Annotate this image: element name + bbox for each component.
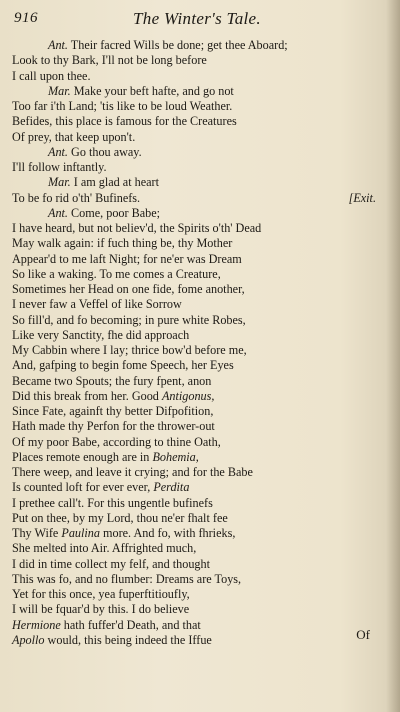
verse-line <box>12 602 380 617</box>
verse-line <box>12 38 380 53</box>
line-text: Put on thee, by my Lord, thou ne'er fhalt fee <box>12 510 228 525</box>
line-text: I'll follow inftantly. <box>12 160 107 174</box>
italic-name: Antigonus, <box>161 388 215 403</box>
line-text: Their facred Wills be done; get thee Aboard; <box>67 38 288 52</box>
verse-line <box>12 84 380 99</box>
verse-line <box>12 297 380 312</box>
stage-direction: [Exit. <box>348 190 376 205</box>
line-text: more. And fo, with fhrieks, <box>99 526 236 540</box>
verse-line <box>12 267 380 282</box>
verse-line <box>12 358 380 373</box>
verse-line <box>12 404 380 419</box>
line-text: So like a waking. To me comes a Creature, <box>12 266 221 281</box>
verse-line <box>12 282 380 297</box>
italic-name: Apollo <box>12 632 45 647</box>
verse-line <box>12 511 380 526</box>
line-text: Of prey, that keep upon't. <box>12 129 136 144</box>
line-text: Thy Wife <box>12 526 62 540</box>
speaker-name: Mar. <box>48 175 71 190</box>
verse-line <box>12 450 380 465</box>
line-text: Look to thy Bark, I'll not be long before <box>12 53 207 68</box>
verse-line <box>12 145 380 160</box>
verse-line <box>12 618 380 633</box>
line-text: Became two Spouts; the fury fpent, anon <box>12 373 212 388</box>
italic-name: Paulina <box>61 526 100 540</box>
verse-line <box>12 465 380 480</box>
line-text: Sometimes her Head on one fide, fome another, <box>12 282 245 296</box>
verse-line <box>12 130 380 145</box>
verse-line <box>12 69 380 84</box>
running-title: The Winter's Tale. <box>133 9 261 28</box>
line-text: I did in time collect my felf, and thought <box>12 556 210 571</box>
line-text: She melted into Air. Affrighted much, <box>12 541 197 556</box>
line-text: And, gafping to begin fome Speech, her Eyes <box>12 358 234 373</box>
verse-line <box>12 221 380 236</box>
line-text: Hath made thy Perfon for the thrower-out <box>12 419 215 434</box>
verse-line <box>12 252 380 267</box>
verse-line <box>12 633 380 648</box>
speaker-name: Mar. <box>48 83 71 98</box>
verse-line <box>12 343 380 358</box>
line-text: Come, poor Babe; <box>67 205 161 220</box>
verse-line <box>12 587 380 602</box>
line-text: Is counted loft for ever ever, <box>12 480 154 495</box>
line-text: I prethee call't. For this ungentle bufinefs <box>12 495 213 510</box>
italic-name: Bohemia, <box>152 449 199 464</box>
line-text: Too far i'th Land; 'tis like to be loud Weather. <box>12 99 233 113</box>
line-text: Go thou away. <box>67 144 142 159</box>
line-text: would, this being indeed the Iffue <box>44 632 212 647</box>
line-text: I never faw a Veffel of like Sorrow <box>12 297 182 312</box>
page-header <box>14 6 380 30</box>
verse-line <box>12 99 380 114</box>
verse-line <box>12 191 380 206</box>
verse-line <box>12 526 380 541</box>
verse-line <box>12 541 380 556</box>
verse-line <box>12 572 380 587</box>
line-text: Make your beft hafte, and go not <box>70 83 234 98</box>
verse-line <box>12 328 380 343</box>
verse-line <box>12 236 380 251</box>
page-edge-shadow <box>386 0 400 712</box>
line-text: This was fo, and no flumber: Dreams are Toys, <box>12 571 242 586</box>
line-text: Of my poor Babe, according to thine Oath, <box>12 434 221 449</box>
line-text: I call upon thee. <box>12 68 91 83</box>
italic-name: Perdita <box>153 480 190 495</box>
line-text: Yet for this once, yea fuperftitioufly, <box>12 587 190 601</box>
speaker-name: Ant. <box>48 144 68 159</box>
line-text: I will be fquar'd by this. I do believe <box>12 602 190 617</box>
verse-line <box>12 389 380 404</box>
verse-line <box>12 419 380 434</box>
verse-line <box>12 206 380 221</box>
page-number: 916 <box>14 10 38 26</box>
verse-line <box>12 160 380 175</box>
verse-line <box>12 435 380 450</box>
verse-line <box>12 313 380 328</box>
line-text: I am glad at heart <box>70 175 160 190</box>
line-text: Did this break from her. Good <box>12 388 162 403</box>
line-text: hath fuffer'd Death, and that <box>60 617 201 632</box>
verse-line <box>12 374 380 389</box>
verse-line <box>12 480 380 495</box>
italic-name: Hermione <box>12 617 61 632</box>
line-text: Since Fate, againft thy better Difpofition, <box>12 404 214 418</box>
line-text: I have heard, but not believ'd, the Spirits o'th' Dead <box>12 221 262 235</box>
line-text: Befides, this place is famous for the Creatures <box>12 114 237 129</box>
line-text: To be fo rid o'th' Bufinefs. <box>12 190 141 205</box>
verse-line <box>12 114 380 129</box>
line-text: Places remote enough are in <box>12 449 153 464</box>
line-text: Appear'd to me laft Night; for ne'er was Dream <box>12 251 242 266</box>
verse-line <box>12 496 380 511</box>
speaker-name: Ant. <box>48 205 68 220</box>
verse-line <box>12 175 380 190</box>
line-text: There weep, and leave it crying; and for the Babe <box>12 465 253 479</box>
verse-line <box>12 53 380 68</box>
line-text: So fill'd, and fo becoming; in pure white Robes, <box>12 312 246 327</box>
speaker-name: Ant. <box>48 38 68 52</box>
line-text: Like very Sanctity, fhe did approach <box>12 327 190 342</box>
line-text: May walk again: if fuch thing be, thy Mother <box>12 236 233 251</box>
catchword: Of <box>356 627 370 642</box>
line-text: My Cabbin where I lay; thrice bow'd before me, <box>12 343 247 357</box>
verse-text <box>12 38 380 648</box>
verse-line <box>12 557 380 572</box>
